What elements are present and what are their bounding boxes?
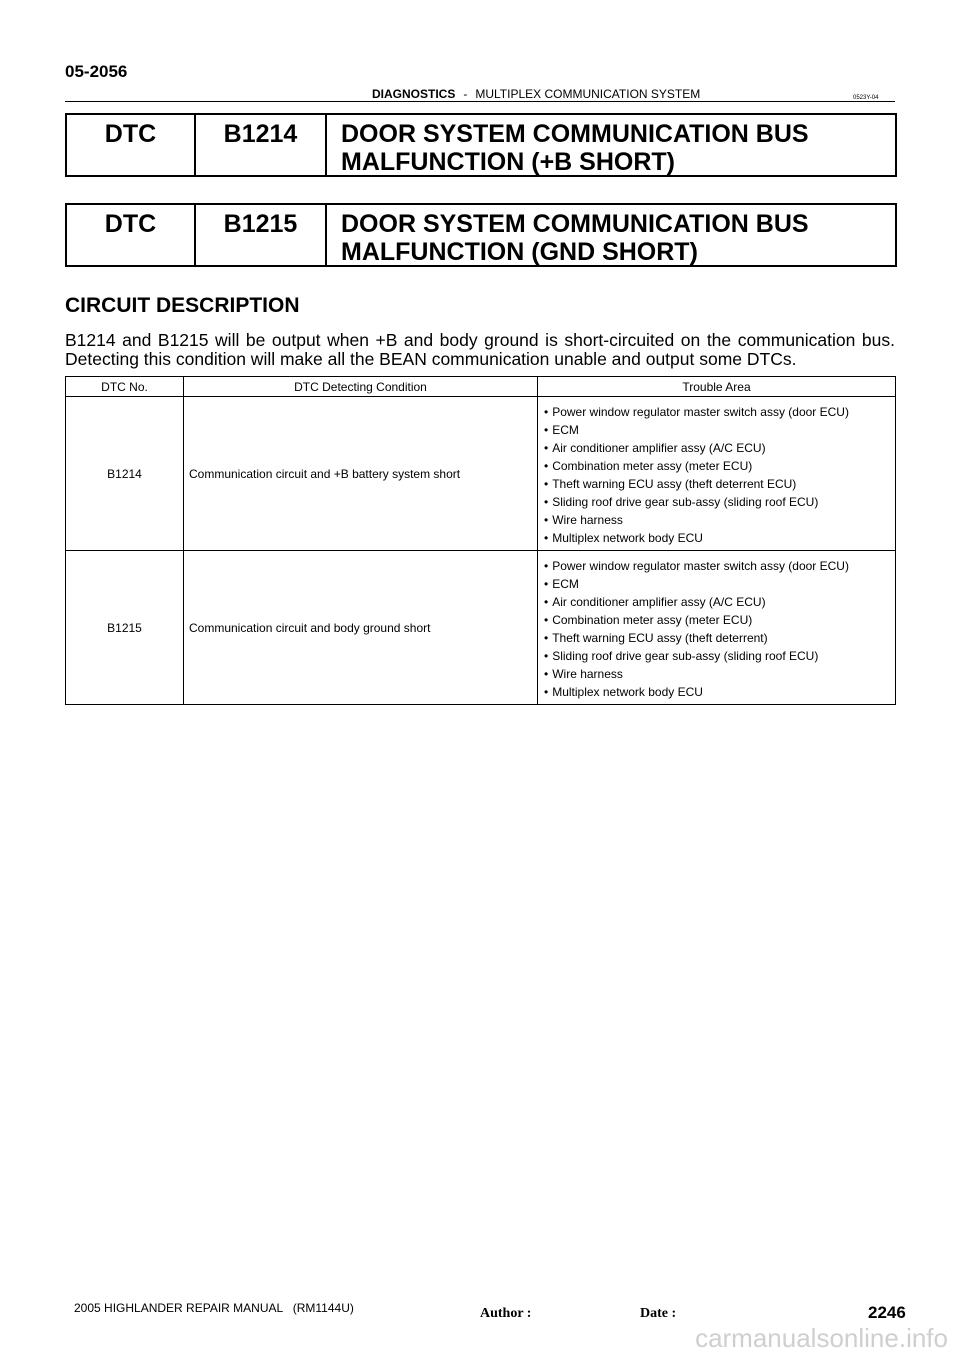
dtc-code: B1214 bbox=[196, 115, 327, 175]
dtc-title bbox=[327, 205, 895, 265]
trouble-area-cell bbox=[538, 551, 896, 705]
table-row bbox=[66, 551, 896, 705]
list-item: • Combination meter assy (meter ECU) bbox=[544, 611, 895, 629]
table-row bbox=[66, 397, 896, 551]
list-item: • Combination meter assy (meter ECU) bbox=[544, 457, 895, 475]
dtc-box-b1214 bbox=[65, 113, 897, 177]
doc-code: 0523Y-04 bbox=[853, 95, 879, 101]
header-section: DIAGNOSTICS bbox=[372, 87, 456, 101]
header-title bbox=[372, 87, 700, 101]
header-trouble-area: Trouble Area bbox=[538, 377, 896, 397]
description-line-2: Detecting this condition will make all the BEAN communication unable and output some DTCs. bbox=[65, 349, 797, 369]
list-item: • ECM bbox=[544, 421, 895, 439]
list-item: • Power window regulator master switch assy (door ECU) bbox=[544, 557, 895, 575]
header-subsection: MULTIPLEX COMMUNICATION SYSTEM bbox=[475, 87, 701, 101]
dtc-label: DTC bbox=[67, 115, 196, 175]
condition-cell: Communication circuit and +B battery system short bbox=[184, 397, 538, 551]
dtc-code-cell: B1214 bbox=[66, 397, 184, 551]
dtc-box-b1215 bbox=[65, 203, 897, 267]
section-title: CIRCUIT DESCRIPTION bbox=[65, 294, 300, 317]
dtc-title-line: DOOR SYSTEM COMMUNICATION BUS bbox=[341, 120, 809, 148]
dtc-label: DTC bbox=[67, 205, 196, 265]
list-item: • Air conditioner amplifier assy (A/C ECU) bbox=[544, 439, 895, 457]
dtc-title-line: MALFUNCTION (+B SHORT) bbox=[341, 148, 675, 176]
dtc-title bbox=[327, 115, 895, 175]
condition-cell: Communication circuit and body ground short bbox=[184, 551, 538, 705]
table-header-row bbox=[66, 377, 896, 397]
header-condition: DTC Detecting Condition bbox=[184, 377, 538, 397]
footer-page-number: 2246 bbox=[868, 1303, 906, 1322]
dtc-code-cell: B1215 bbox=[66, 551, 184, 705]
list-item: • Multiplex network body ECU bbox=[544, 529, 895, 547]
watermark: carmanualsonline.info bbox=[695, 1323, 948, 1353]
footer-manual-title: 2005 HIGHLANDER REPAIR MANUAL (RM1144U) bbox=[74, 1301, 354, 1315]
footer-date-label: Date : bbox=[640, 1306, 677, 1321]
list-item: • Power window regulator master switch assy (door ECU) bbox=[544, 403, 895, 421]
list-item: • Sliding roof drive gear sub-assy (sliding roof ECU) bbox=[544, 493, 895, 511]
trouble-area-cell bbox=[538, 397, 896, 551]
description-line-1: B1214 and B1215 will be output when +B and body ground is short-circuited on the communication bus. bbox=[65, 330, 895, 350]
list-item: • Wire harness bbox=[544, 511, 895, 529]
footer-author-label: Author : bbox=[480, 1306, 532, 1321]
list-item: • Multiplex network body ECU bbox=[544, 683, 895, 701]
list-item: • Theft warning ECU assy (theft deterrent) bbox=[544, 629, 895, 647]
dtc-table bbox=[65, 376, 896, 705]
list-item: • Sliding roof drive gear sub-assy (sliding roof ECU) bbox=[544, 647, 895, 665]
list-item: • Theft warning ECU assy (theft deterrent ECU) bbox=[544, 475, 895, 493]
list-item: • Wire harness bbox=[544, 665, 895, 683]
page-number: 05-2056 bbox=[65, 62, 128, 81]
header-rule bbox=[65, 101, 895, 102]
header-dtc-no: DTC No. bbox=[66, 377, 184, 397]
list-item: • ECM bbox=[544, 575, 895, 593]
dtc-code: B1215 bbox=[196, 205, 327, 265]
dtc-title-line: MALFUNCTION (GND SHORT) bbox=[341, 238, 698, 266]
dtc-title-line: DOOR SYSTEM COMMUNICATION BUS bbox=[341, 210, 809, 238]
header-separator: - bbox=[463, 87, 468, 101]
list-item: • Air conditioner amplifier assy (A/C ECU) bbox=[544, 593, 895, 611]
